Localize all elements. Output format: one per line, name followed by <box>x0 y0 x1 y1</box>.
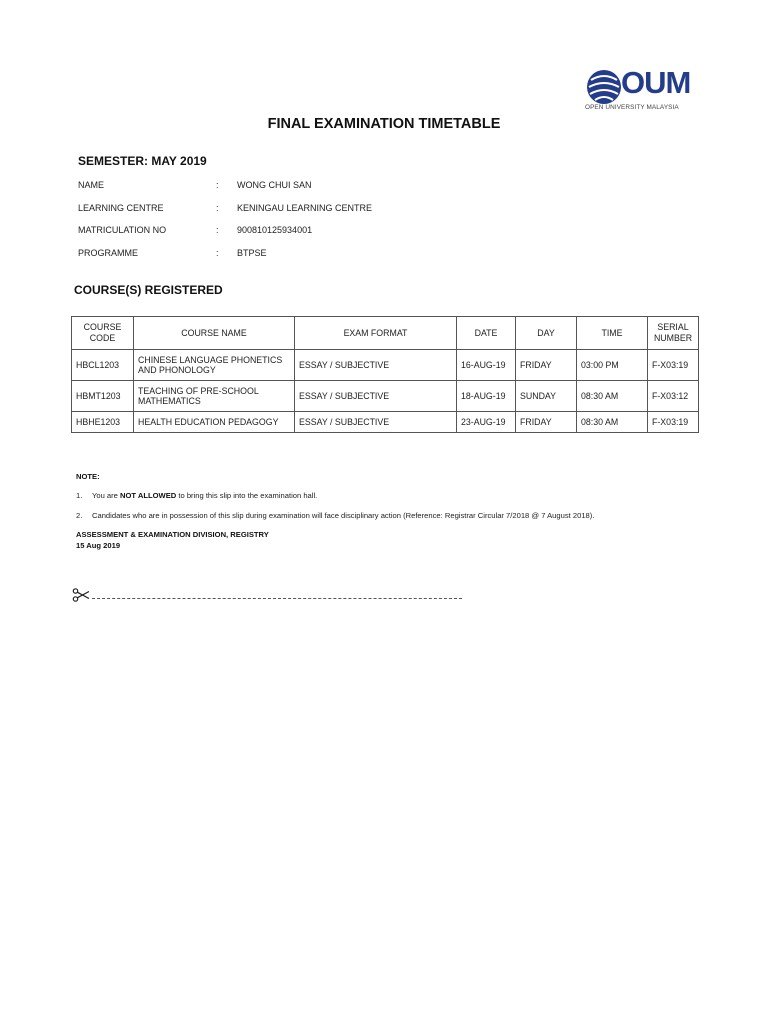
table-row <box>72 412 699 433</box>
note-number: 2. <box>76 511 83 520</box>
info-value: 900810125934001 <box>237 225 313 236</box>
issuer-block <box>76 530 269 551</box>
info-label: MATRICULATION NO <box>78 225 167 236</box>
cell-exam-format: ESSAY / SUBJECTIVE <box>295 350 457 381</box>
cell-course-name: HEALTH EDUCATION PEDAGOGY <box>134 412 295 433</box>
info-label: PROGRAMME <box>78 247 139 258</box>
table-row <box>72 350 699 381</box>
courses-table <box>71 316 699 433</box>
note-text: Candidates who are in possession of this slip during examination will face disciplinary action (Reference: Registrar Circular 7/2018 @ 7 August 2018). <box>92 511 595 520</box>
info-colon: : <box>216 202 219 213</box>
info-value: BTPSE <box>237 247 267 258</box>
logo-brand: OUM <box>621 65 691 100</box>
cell-day: SUNDAY <box>516 381 577 412</box>
cell-serial-number: F-X03:19 <box>648 412 699 433</box>
oum-logo <box>585 65 695 114</box>
oum-globe-icon <box>585 68 623 106</box>
courses-heading: COURSE(S) REGISTERED <box>74 283 223 297</box>
page-title: FINAL EXAMINATION TIMETABLE <box>267 116 501 132</box>
header-time: TIME <box>577 317 648 350</box>
cell-exam-format: ESSAY / SUBJECTIVE <box>295 412 457 433</box>
cell-date: 18-AUG-19 <box>457 381 516 412</box>
cell-time: 08:30 AM <box>577 381 648 412</box>
cell-exam-format: ESSAY / SUBJECTIVE <box>295 381 457 412</box>
note-emphasis: NOT ALLOWED <box>120 491 177 500</box>
header-serial-number: SERIAL NUMBER <box>648 317 699 350</box>
cell-date: 16-AUG-19 <box>457 350 516 381</box>
note-number: 1. <box>76 491 83 500</box>
cell-course-code: HBHE1203 <box>72 412 134 433</box>
division-name: ASSESSMENT & EXAMINATION DIVISION, REGISTRY <box>76 530 269 539</box>
cell-time: 08:30 AM <box>577 412 648 433</box>
header-course-name: COURSE NAME <box>134 317 295 350</box>
header-date: DATE <box>457 317 516 350</box>
note-text: You are <box>92 491 121 500</box>
info-row-learning-centre <box>78 203 578 226</box>
dashed-line <box>92 598 462 599</box>
info-row-name <box>78 180 578 203</box>
info-value: KENINGAU LEARNING CENTRE <box>237 202 373 213</box>
info-label: NAME <box>78 180 105 190</box>
note-item-1 <box>76 491 317 500</box>
info-value: WONG CHUI SAN <box>237 180 312 190</box>
info-row-matriculation <box>78 225 578 248</box>
table-header-row <box>72 317 699 350</box>
header-day: DAY <box>516 317 577 350</box>
note-item-2 <box>76 511 594 520</box>
info-colon: : <box>216 180 219 190</box>
info-colon: : <box>216 247 219 258</box>
issue-date: 15 Aug 2019 <box>76 540 121 550</box>
logo-subtitle: OPEN UNIVERSITY MALAYSIA <box>585 104 679 111</box>
note-title: NOTE: <box>76 472 100 481</box>
cell-course-code: HBMT1203 <box>72 381 134 412</box>
cell-date: 23-AUG-19 <box>457 412 516 433</box>
info-colon: : <box>216 225 219 236</box>
student-info <box>78 180 578 270</box>
info-row-programme <box>78 248 578 271</box>
table-row <box>72 381 699 412</box>
info-label: LEARNING CENTRE <box>78 202 164 213</box>
cell-day: FRIDAY <box>516 412 577 433</box>
cell-serial-number: F-X03:19 <box>648 350 699 381</box>
note-text: to bring this slip into the examination hall. <box>176 491 318 500</box>
header-course-code: COURSE CODE <box>72 317 134 350</box>
semester-heading: SEMESTER: MAY 2019 <box>78 154 207 168</box>
scissors-icon <box>72 588 90 602</box>
cut-line <box>72 588 467 604</box>
cell-time: 03:00 PM <box>577 350 648 381</box>
cell-course-name: TEACHING OF PRE-SCHOOL MATHEMATICS <box>134 381 295 412</box>
cell-course-code: HBCL1203 <box>72 350 134 381</box>
cell-day: FRIDAY <box>516 350 577 381</box>
header-exam-format: EXAM FORMAT <box>295 317 457 350</box>
cell-course-name: CHINESE LANGUAGE PHONETICS AND PHONOLOGY <box>134 350 295 381</box>
cell-serial-number: F-X03:12 <box>648 381 699 412</box>
